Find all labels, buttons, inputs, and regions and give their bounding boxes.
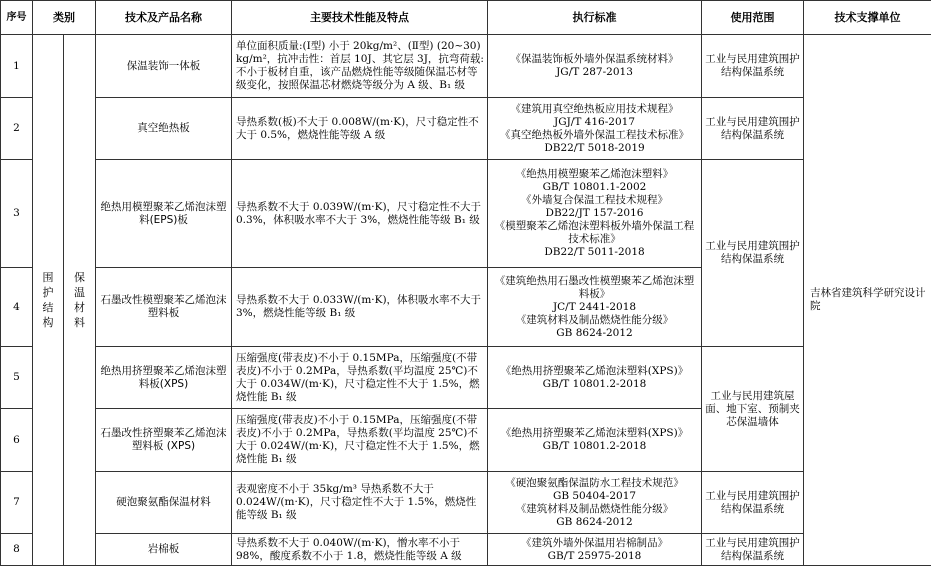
row-no: 1 [1,35,33,98]
performance-text: 导热系数不大于 0.033W/(m·K)，体积吸水率不大于 3%，燃烧性能等级 B₁ 级 [232,268,488,347]
category-1: 围护结构 [33,35,64,566]
standard-cell [488,160,702,268]
row-no: 3 [1,160,33,268]
standard-line: 《模塑聚苯乙烯泡沫塑料板外墙外保温工程技术标准》 [494,220,695,245]
row-no: 8 [1,534,33,566]
scope-text: 工业与民用建筑围护结构保温系统 [702,98,804,160]
row-no: 5 [1,347,33,409]
standard-cell [488,409,702,472]
header-row [1,1,931,35]
product-name: 硬泡聚氨酯保温材料 [96,472,232,534]
standard-line: 《绝热用模塑聚苯乙烯泡沫塑料》 [515,168,674,180]
standard-line: GB/T 10801.2-2018 [542,440,647,452]
standard-line: 《绝热用挤塑聚苯乙烯泡沫塑料(XPS)》 [500,364,689,377]
header-performance: 主要技术性能及特点 [232,1,488,35]
header-name: 技术及产品名称 [96,1,232,35]
performance-text: 压缩强度(带表皮)不小于 0.15MPa，压缩强度(不带表皮)不小于 0.2MPa，导热系数(平均温度 25℃)不大于 0.034W/(m·K)，尺寸稳定性不大于 1.5%，燃烧性能 B₁ 级 [232,347,488,409]
standard-line: 《建筑材料及制品燃烧性能分级》 [515,313,674,326]
product-name: 绝热用挤塑聚苯乙烯泡沫塑料板(XPS) [96,347,232,409]
scope-text: 工业与民用建筑围护结构保温系统 [702,472,804,534]
header-standard: 执行标准 [488,1,702,35]
standard-cell [488,534,702,566]
standard-line: GB/T 10801.2-2018 [542,377,647,390]
table-row [1,35,931,98]
standard-line: 《建筑外墙外保温用岩棉制品》 [521,536,668,549]
standard-line: GB/T 10801.1-2002 [542,181,647,193]
standard-line: GB 8624-2012 [556,515,633,528]
row-no: 2 [1,98,33,160]
product-name: 保温装饰一体板 [96,35,232,98]
standard-line: JGJ/T 416-2017 [554,115,635,128]
standard-line: 《绝热用挤塑聚苯乙烯泡沫塑料(XPS)》 [500,427,689,439]
scope-text: 工业与民用建筑屋面、地下室、预制夹芯保温墙体 [702,347,804,472]
standard-line: JC/T 2441-2018 [552,300,637,313]
standard-line: 《建筑绝热用石墨改性模塑聚苯乙烯泡沫塑料板》 [494,274,695,300]
standard-line: 《保温装饰板外墙外保温系统材料》 [510,53,679,65]
standard-cell [488,98,702,160]
standard-line: GB/T 25975-2018 [547,549,642,562]
scope-text: 工业与民用建筑围护结构保温系统 [702,534,804,566]
scope-text: 工业与民用建筑围护结构保温系统 [702,160,804,347]
standard-cell [488,347,702,409]
standard-cell [488,268,702,347]
standard-line: DB22/T 5018-2019 [544,141,645,154]
table-row [1,98,931,160]
product-name: 岩棉板 [96,534,232,566]
product-name: 石墨改性挤塑聚苯乙烯泡沫塑料板 (XPS) [96,409,232,472]
performance-text: 导热系数(板)不大于 0.008W/(m·K)，尺寸稳定性不大于 0.5%，燃烧性能等级 A 级 [232,98,488,160]
product-name: 真空绝热板 [96,98,232,160]
performance-text: 表观密度不小于 35kg/m³ 导热系数不大于 0.024W/(m·K)，尺寸稳定性不大于 1.5%，燃烧性能等级 B₁ 级 [232,472,488,534]
standard-cell [488,35,702,98]
row-no: 6 [1,409,33,472]
header-no: 序号 [1,1,33,35]
performance-text: 单位面积质量:(Ⅰ型) 小于 20kg/m²、(Ⅱ型) (20~30) kg/m²，抗冲击性：首层 10J、其它层 3J，抗弯荷载:不小于板材自重，该产品燃烧性能等级随保温芯材等级变化，按照保温芯材燃烧等级分为 A 级、B₁ 级 [232,35,488,98]
table-row [1,534,931,566]
standard-line: GB 50404-2017 [552,489,637,502]
product-name: 绝热用模塑聚苯乙烯泡沫塑料(EPS)板 [96,160,232,268]
standard-line: DB22/JT 157-2016 [545,207,644,219]
standard-line: 《硬泡聚氨酯保温防水工程技术规范》 [505,476,684,489]
scope-text: 工业与民用建筑围护结构保温系统 [702,35,804,98]
header-support: 技术支撑单位 [804,1,931,35]
table-row [1,472,931,534]
standard-line: 《建筑用真空绝热板应用技术规程》 [510,102,679,115]
performance-text: 导热系数不大于 0.039W/(m·K)，尺寸稳定性不大于 0.3%，体积吸水率不大于 3%，燃烧性能等级 B₁ 级 [232,160,488,268]
standard-line: 《建筑材料及制品燃烧性能分级》 [515,502,674,515]
standard-cell [488,472,702,534]
standard-line: JG/T 287-2013 [556,66,633,78]
standard-line: 《外墙复合保温工程技术规程》 [521,194,668,206]
row-no: 7 [1,472,33,534]
performance-text: 压缩强度(带表皮)不小于 0.15MPa，压缩强度(不带表皮)不小于 0.2MPa，导热系数(平均温度 25℃)不大于 0.024W/(m·K)，尺寸稳定性不大于 1.5%，燃烧性能 B₁ 级 [232,409,488,472]
table-row [1,160,931,268]
performance-text: 导热系数不大于 0.040W/(m·K)，憎水率不小于 98%，酸度系数不小于 1.8，燃烧性能等级 A 级 [232,534,488,566]
product-name: 石墨改性模塑聚苯乙烯泡沫塑料板 [96,268,232,347]
standard-line: 《真空绝热板外墙外保温工程技术标准》 [500,128,689,141]
header-category: 类别 [33,1,96,35]
standard-line: GB 8624-2012 [556,326,633,339]
table-row [1,347,931,409]
row-no: 4 [1,268,33,347]
category-2: 保温材料 [64,35,96,566]
header-scope: 使用范围 [702,1,804,35]
standard-line: DB22/T 5011-2018 [544,246,645,258]
support-unit: 吉林省建筑科学研究设计院 [804,35,931,566]
